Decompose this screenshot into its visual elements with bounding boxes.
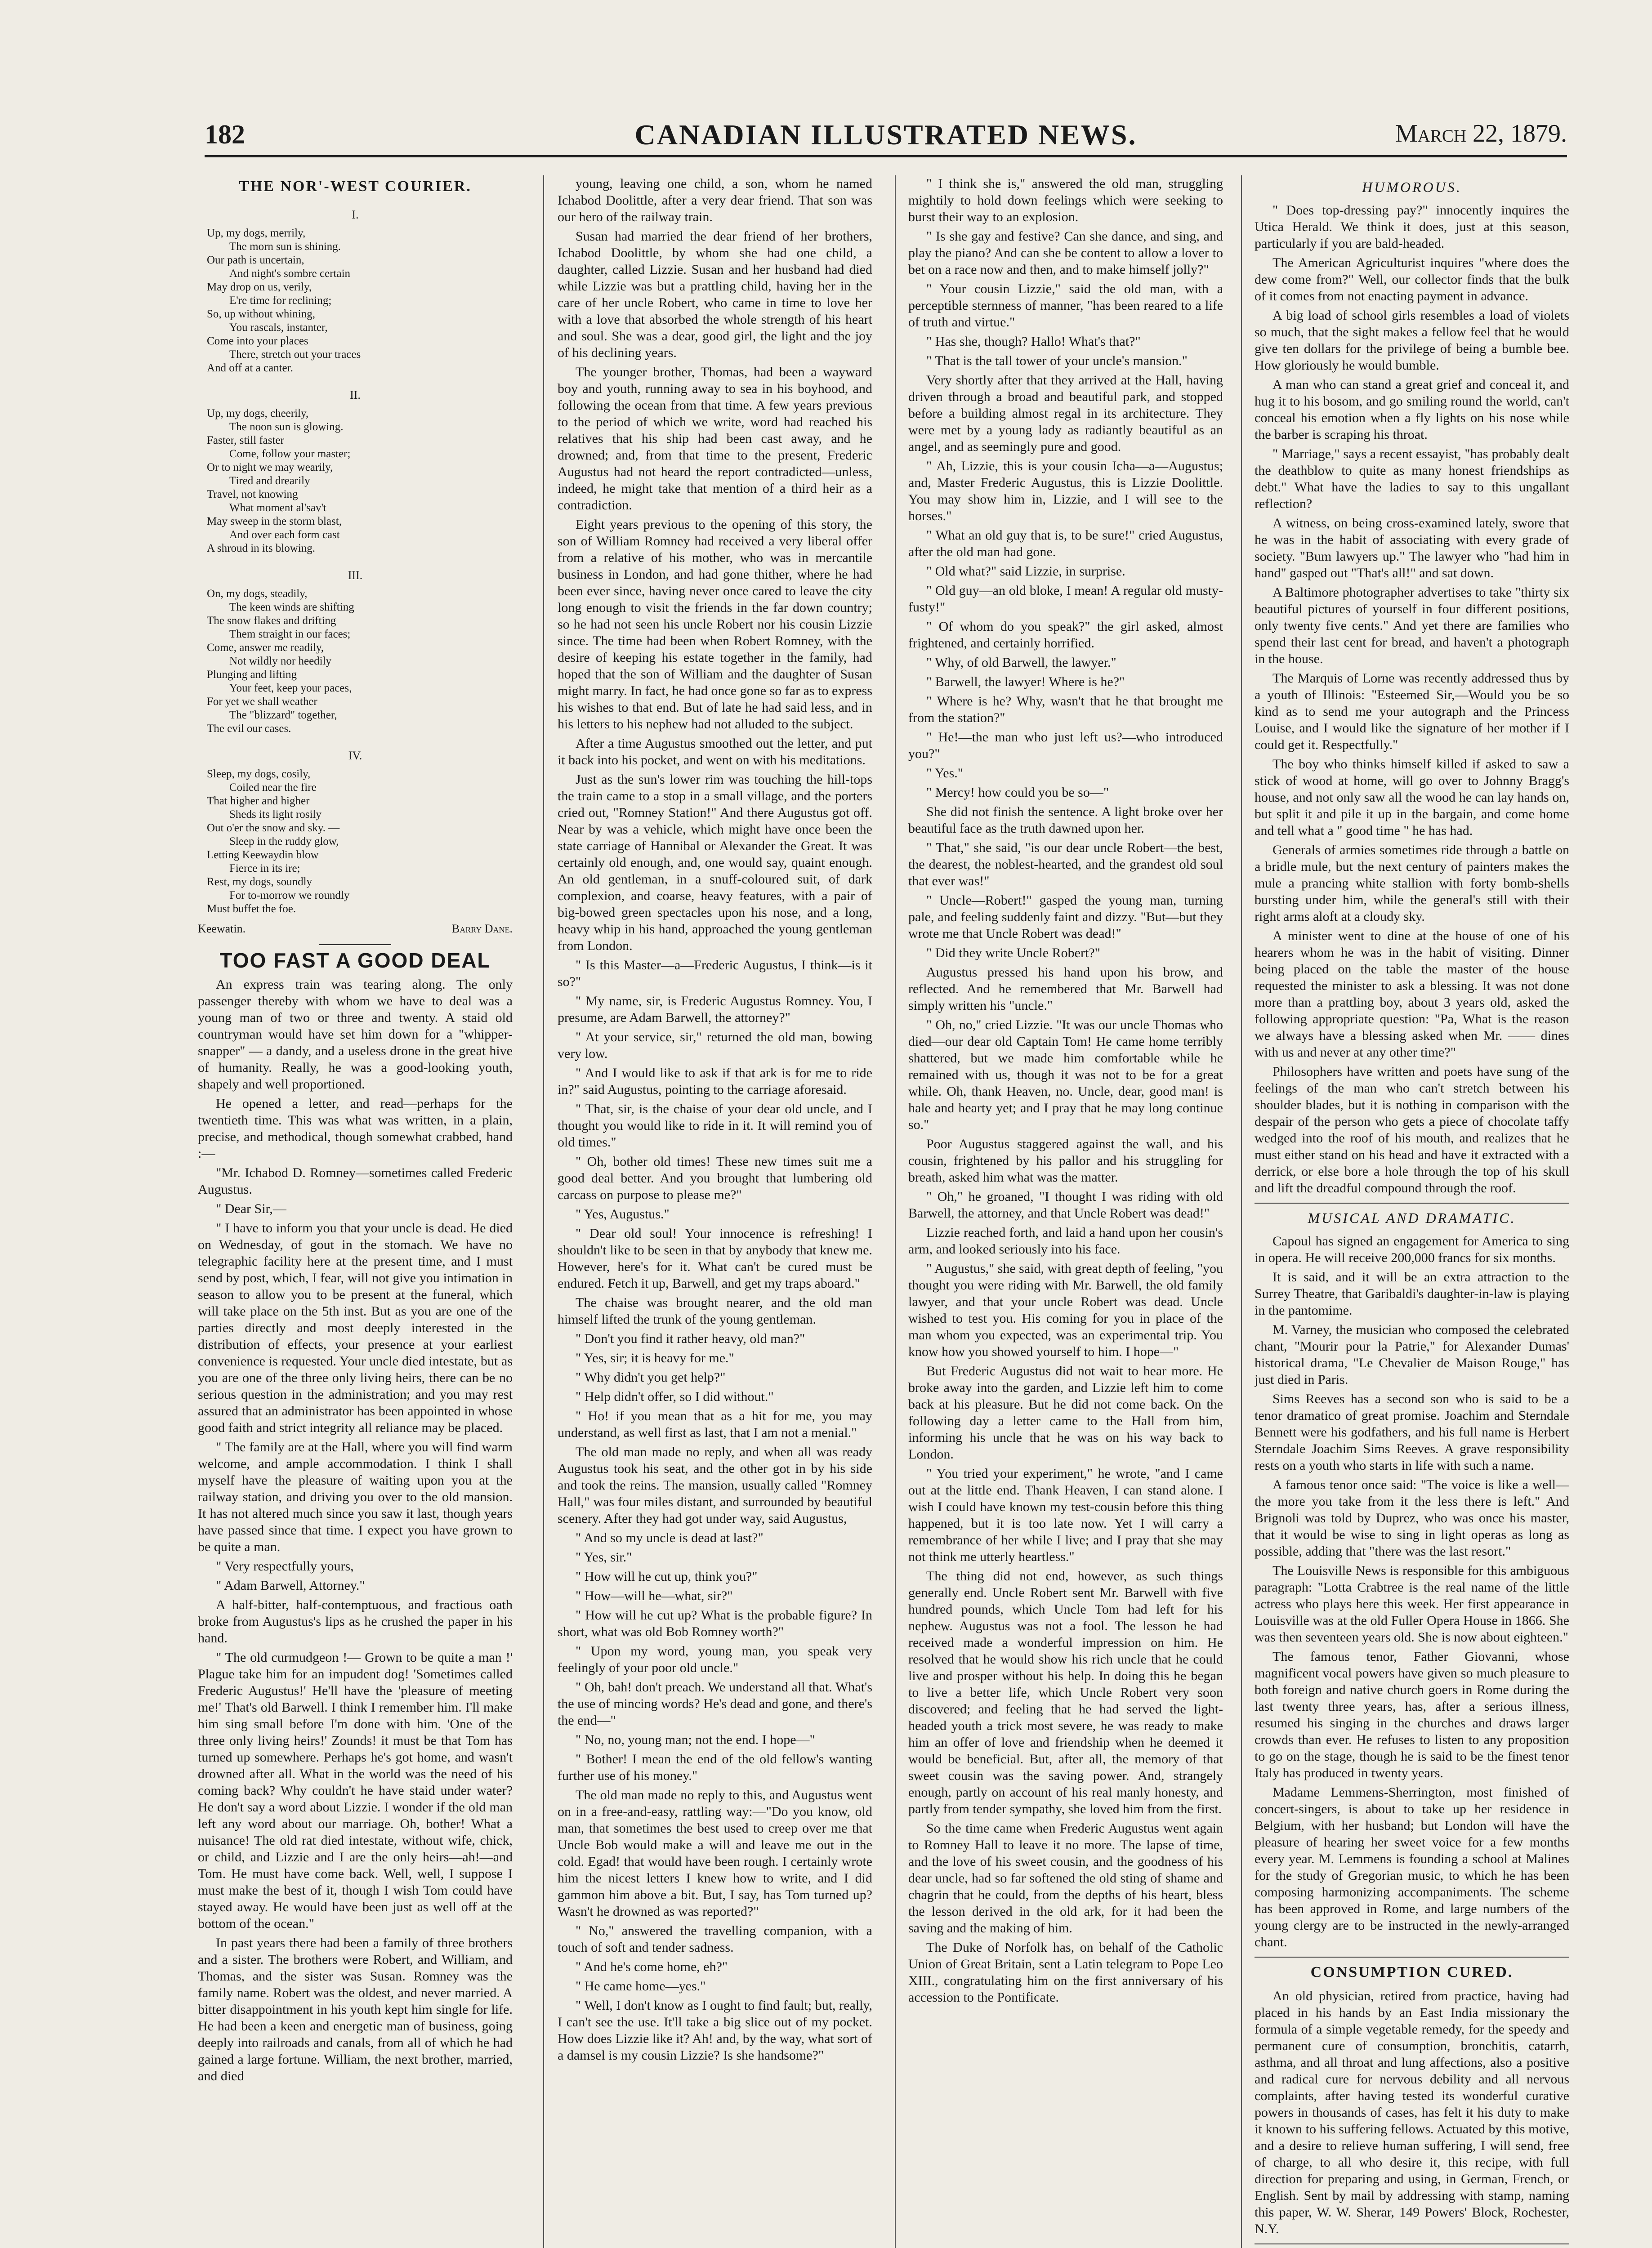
paragraph: " Well, I don't know as I ought to find fault; but, really, I can't see the use. It'll take a big slice out of my pocket. How does Lizzie like it? Ah! and, by the way, what sort of a damsel is my cousin Lizzie? Is she handsome?" xyxy=(558,1998,872,2063)
story-conclusion xyxy=(908,175,1223,2006)
paragraph: The boy who thinks himself killed if asked to saw a stick of wood at home, will go over to Johnny Bragg's house, and not only saw all the wood he can lay hands on, but split it and pile it up in the bargain, and come home and tell what a " good time " he has had. xyxy=(1255,757,1569,838)
humorous-items xyxy=(1255,202,1569,1196)
poem-line: The keen winds are shifting xyxy=(229,601,354,613)
paragraph: " Augustus," she said, with great depth of feeling, "you thought you were riding with Mr. Barwell, the old family lawyer, and that your uncle Robert was dead. Uncle wished to test you. His coming for you in place of the man whom you expected, was an experimental trip. You know how you showed yourself to him. I hope—" xyxy=(908,1261,1223,1359)
stanza-2 xyxy=(207,407,513,555)
poem-line: So, up without whining, xyxy=(207,308,315,320)
paragraph: " I think she is," answered the old man, struggling mightily to hold down feelings which were seeking to burst their way to an explosion. xyxy=(908,176,1223,224)
paragraph: " Uncle—Robert!" gasped the young man, turning pale, and feeling suddenly faint and dizzy. "But—but they wrote me that Uncle Robert was dead!" xyxy=(908,893,1223,941)
paragraph: After a time Augustus smoothed out the letter, and put it back into his pocket, and went on with his meditations. xyxy=(558,736,872,767)
paragraph: " That," she said, "is our dear uncle Robert—the best, the dearest, the noblest-hearted, and the grandest old soul that ever was!" xyxy=(908,840,1223,888)
paragraph: " Does top-dressing pay?" innocently inquires the Utica Herald. We think it does, just at this season, particularly if you are bald-headed. xyxy=(1255,203,1569,251)
poem-place: Keewatin. xyxy=(198,922,246,935)
paragraph: " I have to inform you that your uncle is dead. He died on Wednesday, of gout in the stomach. We have no telegraphic facility here at the present time, and I must send by post, which, I fear, will not give you intimation in season to allow you to be present at the funeral, which will take place on the 5th inst. But as you are one of the parties directly and most deeply interested in the distribution of effects, your presence at your earliest convenience is requested. Your uncle died intestate, but as you are one of the three only living heirs, there can be no serious question in the administration; and you may rest assured that an administrator has been appointed in whose good faith and strict integrity all reliance may be placed. xyxy=(198,1221,513,1435)
paragraph: A Baltimore photographer advertises to take "thirty six beautiful pictures of yourself in four different positions, only twenty five cents." And yet there are families who spend their last cent for bread, and haven't a photograph in the house. xyxy=(1255,585,1569,666)
paragraph: Very shortly after that they arrived at the Hall, having driven through a broad and beautiful park, and stopped before a building almost regal in its architecture. They were met by a young lady as radiantly beautiful as an angel, and as seemingly pure and good. xyxy=(908,373,1223,454)
poem-line: Tired and drearily xyxy=(229,475,310,487)
paragraph: A famous tenor once said: "The voice is like a well—the more you take from it the less there is left." And Brignoli was told by Duprez, who was once his master, that it would be wise to sing in light operas as long as possible, adding that "there was the last resort." xyxy=(1255,1477,1569,1559)
paragraph: " Is she gay and festive? Can she dance, and sing, and play the piano? And can she be content to allow a lover to bet on a race now and then, and to make himself jolly?" xyxy=(908,229,1223,277)
paragraph: " Dear Sir,— xyxy=(216,1201,286,1216)
paragraph: " He came home—yes." xyxy=(576,1979,706,1994)
poem-line: And off at a canter. xyxy=(207,362,293,374)
poem-line: Coiled near the fire xyxy=(229,781,317,794)
paragraph: Capoul has signed an engagement for America to sing in opera. He will receive 200,000 francs for six months. xyxy=(1255,1234,1569,1265)
paragraph: " How will he cut up? What is the probable figure? In short, what was old Bob Romney worth?" xyxy=(558,1608,872,1639)
paragraph: M. Varney, the musician who composed the celebrated chant, "Mourir pour la Patrie," for Alexander Dumas' historical drama, "Le Chevalier de Maison Rouge," has just died in Paris. xyxy=(1255,1322,1569,1387)
paragraph: " Oh, bah! don't preach. We understand all that. What's the use of mincing words? He's dead and gone, and there's the end—" xyxy=(558,1680,872,1728)
paragraph: " No, no, young man; not the end. I hope—" xyxy=(576,1732,815,1747)
stanza-number: I. xyxy=(352,208,359,221)
paragraph: "Mr. Ichabod D. Romney—sometimes called Frederic Augustus. xyxy=(198,1165,513,1197)
paragraph: " Has she, though? Hallo! What's that?" xyxy=(926,334,1141,349)
issue-date: March 22, 1879. xyxy=(1395,120,1567,147)
poem-line: And night's sombre certain xyxy=(229,268,351,280)
poem-line: E're time for reclining; xyxy=(229,294,332,307)
stanza-number: II. xyxy=(350,388,361,401)
poem-line: Sheds its light rosily xyxy=(229,808,321,821)
poem-line: Faster, still faster xyxy=(207,434,284,446)
paragraph: " How—will he—what, sir?" xyxy=(576,1588,733,1603)
stanza-number: IV. xyxy=(348,749,362,762)
poem-line: That higher and higher xyxy=(207,795,310,807)
paragraph: The old man made no reply to this, and Augustus went on in a free-and-easy, rattling way:—"Do you know, old man, that sometimes the best used to creep over me that Uncle Bob would make a will and leave me out in the cold. Egad! that would have been rough. I certainly wrote him the nicest letters I knew how to write, and I did gammon him above a bit. But, I say, has Tom turned up? Wasn't he drowned as was reported?" xyxy=(558,1788,872,1919)
story-body xyxy=(198,976,513,2084)
story-title: TOO FAST A GOOD DEAL xyxy=(219,949,491,972)
poem-line: Sleep in the ruddy glow, xyxy=(229,835,339,847)
paragraph: " What an old guy that is, to be sure!" cried Augustus, after the old man had gone. xyxy=(908,528,1223,559)
paragraph: " Why didn't you get help?" xyxy=(576,1370,726,1385)
paragraph: " Why, of old Barwell, the lawyer." xyxy=(926,655,1116,670)
column-rule xyxy=(1241,175,1242,2248)
paragraph: " The family are at the Hall, where you will find warm welcome, and ample accommodation. I think I shall myself have the pleasure of waiting upon you at the railway station, and driving you over to the old mansion. It has not altered much since you saw it last, though years have passed since that time. I expect you have grown to be quite a man. xyxy=(198,1440,513,1554)
paragraph: It is said, and it will be an extra attraction to the Surrey Theatre, that Garibaldi's daughter-in-law is playing in the pantomime. xyxy=(1255,1270,1569,1318)
poem-line: For yet we shall weather xyxy=(207,696,317,708)
column-4 xyxy=(1255,175,1569,2248)
masthead xyxy=(205,115,1567,157)
paragraph: " Bother! I mean the end of the old fellow's wanting further use of his money." xyxy=(558,1752,872,1783)
paragraph: Sims Reeves has a second son who is said to be a tenor dramatico of great promise. Joachim and Sterndale Bennett were his godfathers, and his full name is Herbert Sterndale Joachim Sims Reeves. A grave responsibility rests on a youth who starts in life with such a name. xyxy=(1255,1392,1569,1473)
paragraph: " Upon my word, young man, you speak very feelingly of your poor old uncle." xyxy=(558,1644,872,1675)
paragraph: " Old guy—an old bloke, I mean! A regular old musty-fusty!" xyxy=(908,583,1223,615)
column-1 xyxy=(198,175,513,2248)
poem-line: Must buffet the foe. xyxy=(207,903,296,915)
paragraph: " Oh, no," cried Lizzie. "It was our uncle Thomas who died—our dear old Captain Tom! He came home terribly shattered, but we made him comfortable while he remained with us, though it was not to be for a great while. Oh, thank Heaven, no. Uncle, dear, good man! is hale and hearty yet; and I pray that he may long continue so." xyxy=(908,1017,1223,1132)
paragraph: " That is the tall tower of your uncle's mansion." xyxy=(926,353,1188,368)
paragraph: " Is this Master—a—Frederic Augustus, I think—is it so?" xyxy=(558,958,872,989)
paragraph: A minister went to dine at the house of one of his hearers whom he was in the habit of visiting. Dinner being placed on the table the master of the house requested the minister to ask a blessing. It was not done more than a prattling boy, about 3 years old, asked the following appropriate question: "Pa, What is the reason we always have a blessing asked when Mr. —— dines with us and never at any other time?" xyxy=(1255,928,1569,1060)
poem-line: Or to night we may wearily, xyxy=(207,461,333,473)
paragraph: The thing did not end, however, as such things generally end. Uncle Robert sent Mr. Barwell with five hundred pounds, which Uncle Tom had left for his nephew. Augustus was not a fool. The lesson he had received made a wonderful impression on him. He resolved that he would show his rich uncle that he could live and prosper without his help. In doing this he began to live a better life, which Uncle Robert very soon discovered; and feeling that he had served the light-headed youth a trick most severe, he was ready to make him an offer of love and friendship when he deemed it would be beneficial. But, after all, the memory of that sweet cousin was the saving power. And, strangely enough, partly on account of his real manly honesty, and partly from tender sympathy, she loved him from the first. xyxy=(908,1569,1223,1816)
paragraph: " At your service, sir," returned the old man, bowing very low. xyxy=(558,1030,872,1061)
page-number: 182 xyxy=(205,120,245,149)
stanza-4 xyxy=(207,767,513,916)
paragraph: " Yes, sir; it is heavy for me." xyxy=(576,1351,734,1365)
paragraph: " Oh," he groaned, "I thought I was riding with old Barwell, the attorney, and that Uncle Robert was dead!" xyxy=(908,1189,1223,1221)
paragraph: A half-bitter, half-contemptuous, and fractious oath broke from Augustus's lips as he crushed the paper in his hand. xyxy=(198,1597,513,1646)
paragraph: " Help didn't offer, so I did without." xyxy=(576,1389,774,1404)
poem-line: Come into your places xyxy=(207,335,308,347)
paragraph: A witness, on being cross-examined lately, swore that he was in the habit of associating with every grade of society. "Bum lawyers up." The lawyer who "had him in hand" gasped out "That's all!" and sat down. xyxy=(1255,516,1569,580)
poem-line: A shroud in its blowing. xyxy=(207,542,315,554)
poem-line: Come, follow your master; xyxy=(229,448,351,460)
paragraph: young, leaving one child, a son, whom he named Ichabod Doolittle, after a very dear friend. That son was our hero of the railway train. xyxy=(558,176,872,224)
paragraph: Augustus pressed his hand upon his brow, and reflected. And he remembered that Mr. Barwell had simply written his "uncle." xyxy=(908,965,1223,1013)
paragraph: Eight years previous to the opening of this story, the son of William Romney had received a very liberal offer from a relative of his mother, who was in mercantile business in London, and had gone thither, where he had been ever since, having never once cared to leave the city long enough to visit the friends in the far down country; so he had not seen his uncle Robert nor his cousin Lizzie since. The time had been when Robert Romney, with the desire of keeping his estate together in the family, had hoped that the son of William and the daughter of Susan might marry. In fact, he had once gone so far as to express his wishes to that end. But of late he had said less, and in his letters to his nephew had not alluded to the subject. xyxy=(558,517,872,731)
column-rule xyxy=(895,175,896,2248)
poem-line: Them straight in our faces; xyxy=(229,628,351,640)
paragraph: " Ho! if you mean that as a hit for me, you may understand, as well first as last, that I am not a menial." xyxy=(558,1409,872,1440)
paragraph: The Marquis of Lorne was recently addressed thus by a youth of Illinois: "Esteemed Sir,—Would you be so kind as to send me your autograph and the Princess Louise, and I would like the signature of her mother if I could get it. Respectfully." xyxy=(1255,671,1569,752)
poem-line: May sweep in the storm blast, xyxy=(207,515,342,527)
column-2 xyxy=(558,175,872,2248)
paragraph: He opened a letter, and read—perhaps for the twentieth time. This was what was written, in a plain, precise, and methodical, though somewhat crabbed, hand :— xyxy=(198,1096,513,1161)
paragraph: " Oh, bother old times! These new times suit me a good deal better. And you brought that lumbering old carcass on purpose to please me?" xyxy=(558,1154,872,1202)
paragraph: " Marriage," says a recent essayist, "has probably dealt the deathblow to quite as many honest friendships as debt." What have the ladies to say to this ungallant reflection? xyxy=(1255,446,1569,511)
consumption-advert: An old physician, retired from practice, having had placed in his hands by an East India missionary the formula of a simple vegetable remedy, for the speedy and permanent cure of consumption, bronchitis, catarrh, asthma, and all throat and lung affections, also a positive and radical cure for nervous debility and all nervous complaints, after having tested its wonderful curative powers in thousands of cases, has felt it his duty to make it known to his suffering fellows. Actuated by this motive, and a desire to relieve human suffering, I will send, free of charge, to all who desire it, this recipe, with full direction for preparing and using, in German, French, or English. Sent by mail by addressing with stamp, naming this paper, W. W. Sherar, 149 Powers' Block, Rochester, N.Y. xyxy=(1255,1989,1569,2236)
paragraph: The famous tenor, Father Giovanni, whose magnificent vocal powers have given so much pleasure to both foreign and native church goers in Rome during the last twenty three years, has, after a serious illness, resumed his singing in the churches and draws larger crowds than ever. He refuses to listen to any proposition to go on the stage, though he is said to be the finest tenor Italy has produced in twenty years. xyxy=(1255,1649,1569,1780)
musical-items xyxy=(1255,1233,1569,1950)
poem-line: What moment al'sav't xyxy=(229,502,326,514)
paragraph: " Mercy! how could you be so—" xyxy=(926,785,1109,800)
stanza-1 xyxy=(207,227,513,375)
paragraph: " Did they write Uncle Robert?" xyxy=(926,946,1100,960)
paragraph: Poor Augustus staggered against the wall, and his cousin, frightened by his pallor and his struggling for breath, asked him what was the matter. xyxy=(908,1137,1223,1185)
column-rule xyxy=(543,175,544,2248)
paragraph: " And so my uncle is dead at last?" xyxy=(576,1530,763,1545)
poem-line: Come, answer me readily, xyxy=(207,642,324,654)
paragraph: " Of whom do you speak?" the girl asked, almost frightened, and certainly horrified. xyxy=(908,619,1223,651)
poem-line: The noon sun is glowing. xyxy=(229,421,344,433)
poem-line: The evil our cases. xyxy=(207,723,291,735)
paragraph: " Don't you find it rather heavy, old man?" xyxy=(576,1331,805,1346)
paragraph: Generals of armies sometimes ride through a battle on a bridle mule, but the next century of painters makes the mule a prancing white stallion with forty bomb-shells bursting under him, while the general's still with their right arms aloft at a cloudy sky. xyxy=(1255,843,1569,924)
paragraph: The American Agriculturist inquires "where does the dew come from?" Well, our collector finds that the bulk of it comes from not enacting payment in advance. xyxy=(1255,255,1569,303)
poem-line: Our path is uncertain, xyxy=(207,254,304,266)
paragraph: " Adam Barwell, Attorney." xyxy=(216,1578,365,1593)
poem-line: For to-morrow we roundly xyxy=(229,889,350,901)
paragraph: " You tried your experiment," he wrote, "and I came out at the little end. Thank Heaven, I can stand alone. I wish I could have known my test-cousin before this thing happened, but it is too late now. Yet I will carry a remembrance of her while I live; and I pray that she may not think me utterly heartless." xyxy=(908,1466,1223,1564)
paragraph: " He!—the man who just left us?—who introduced you?" xyxy=(908,730,1223,761)
column-3 xyxy=(908,175,1223,2248)
divider xyxy=(1255,1203,1569,1204)
poem-line: There, stretch out your traces xyxy=(229,348,361,361)
stanza-3 xyxy=(207,587,513,736)
paragraph: " Yes, Augustus." xyxy=(576,1207,670,1222)
poem-line: Travel, not knowing xyxy=(207,488,298,500)
poem-title: THE NOR'-WEST COURIER. xyxy=(239,178,472,195)
paragraph: But Frederic Augustus did not wait to hear more. He broke away into the garden, and Lizzie left him to come back at his pleasure. But he did not come back. On the following day a letter came to the Hall from him, informing his uncle that he was on his way back to London. xyxy=(908,1364,1223,1462)
paragraph: " Old what?" said Lizzie, in surprise. xyxy=(926,564,1125,579)
divider xyxy=(319,944,391,945)
paragraph: An express train was tearing along. The only passenger thereby with whom we have to deal was a young man of two or three and twenty. A staid old countryman would have set him down for a "whipper-snapper" — a dandy, and a useless drone in the great hive of humanity. Really, he was a good-looking youth, shapely and well proportioned. xyxy=(198,977,513,1092)
paragraph: " No," answered the travelling companion, with a touch of soft and tender sadness. xyxy=(558,1923,872,1955)
newspaper-title: CANADIAN ILLUSTRATED NEWS. xyxy=(634,119,1137,151)
paragraph: The Louisville News is responsible for this ambiguous paragraph: "Lotta Crabtree is the real name of the little actress who plays here this week. Her first appearance in Louisville was at the old Fuller Opera House in 1866. She was then seventeen years old. She is now about eighteen." xyxy=(1255,1563,1569,1645)
paragraph: So the time came when Frederic Augustus went again to Romney Hall to leave it no more. The lapse of time, and the love of his sweet cousin, and the goodness of his dear uncle, had so far softened the old sting of shame and chagrin that he could, from the depths of his heart, bless the lesson derived in the old ark, for it had been the saving and the making of him. xyxy=(908,1821,1223,1936)
paragraph: " And I would like to ask if that ark is for me to ride in?" said Augustus, pointing to the carriage aforesaid. xyxy=(558,1066,872,1097)
poem-line: Up, my dogs, cheerily, xyxy=(207,407,309,419)
poem-line: Your feet, keep your paces, xyxy=(229,682,352,694)
paragraph: " How will he cut up, think you?" xyxy=(576,1569,758,1584)
story-continued xyxy=(558,175,872,2064)
poem-line: The "blizzard" together, xyxy=(229,709,337,721)
paragraph: " And he's come home, eh?" xyxy=(576,1959,728,1974)
paragraph: " Dear old soul! Your innocence is refreshing! I shouldn't like to be seen in that by anybody that knew me. However, here's for it. What can't be cured must be endured. Fetch it up, Barwell, and get my traps aboard." xyxy=(558,1226,872,1291)
paragraph: Madame Lemmens-Sherrington, most finished of concert-singers, is about to take up her residence in Belgium, with her husband; but London will have the pleasure of hearing her sweet voice for a few months every year. M. Lemmens is founding a school at Malines for the study of Gregorian music, to which he has been composing harmonizing accompaniments. The scheme has been approved in Rome, and large numbers of the young clergy are to be instructed in the newly-arranged chant. xyxy=(1255,1785,1569,1949)
poem-signature xyxy=(198,920,513,937)
paragraph: " My name, sir, is Frederic Augustus Romney. You, I presume, are Adam Barwell, the attorney?" xyxy=(558,994,872,1025)
poem-line: Sleep, my dogs, cosily, xyxy=(207,768,311,780)
poem-line: Up, my dogs, merrily, xyxy=(207,227,306,239)
paragraph: " Barwell, the lawyer! Where is he?" xyxy=(926,674,1125,689)
paragraph: The old man made no reply, and when all was ready Augustus took his seat, and the other got in by his side and took the reins. The mansion, usually called "Romney Hall," was four miles distant, and surrounded by beautiful scenery. After they had got under way, said Augustus, xyxy=(558,1445,872,1526)
paragraph: " Ah, Lizzie, this is your cousin Icha—a—Augustus; and, Master Frederic Augustus, this is Lizzie Doolittle. You may show him in, Lizzie, and I will see to the horses." xyxy=(908,459,1223,523)
poem-line: Letting Keewaydin blow xyxy=(207,849,319,861)
paragraph: The chaise was brought nearer, and the old man himself lifted the trunk of the young gentleman. xyxy=(558,1295,872,1327)
poem-line: Out o'er the snow and sky. — xyxy=(207,822,340,834)
poem-author: Barry Dane. xyxy=(451,922,513,935)
poem-line: On, my dogs, steadily, xyxy=(207,588,308,600)
paragraph: " Very respectfully yours, xyxy=(216,1559,354,1574)
poem-line: Fierce in its ire; xyxy=(229,862,300,874)
paragraph: " Yes." xyxy=(926,766,964,781)
poem-line: The morn sun is shining. xyxy=(229,241,341,253)
poem-line: Plunging and lifting xyxy=(207,669,297,681)
paragraph: The younger brother, Thomas, had been a wayward boy and youth, running away to sea in his boyhood, and following the ocean from that time. A few years previous to the period of which we write, word had reached his relatives that his ship had been cast away, and he drowned; and, from that time to the present, Frederic Augustus had not heard the report contradicted—unless, indeed, he might take that mention of a third heir as a contradiction. xyxy=(558,365,872,513)
paragraph: " The old curmudgeon !— Grown to be quite a man !' Plague take him for an impudent dog! 'Sometimes called Frederic Augustus!' He'll have the 'pleasure of meeting me!' That's old Barwell. I think I remember him. I'll make him sing small before I'm done with him. 'One of the three only living heirs!' Zounds! it must be that Tom has turned up somewhere. Perhaps he's got home, and wasn't drowned after all. What in the world was the need of his coming back? Why couldn't he have staid under water? He don't say a word about Lizzie. I wonder if the old man left any word about our marriage. Oh, bother! What a nuisance! The old rat died intestate, without wife, chick, or child, and Lizzie and I are the only heirs—ah!—and Tom. He must have come back. Well, well, I suppose I must make the best of it, though I wish Tom could have stayed away. He would have been just as well off at the bottom of the ocean." xyxy=(198,1650,513,1931)
paragraph: " Where is he? Why, wasn't that he that brought me from the station?" xyxy=(908,694,1223,725)
paragraph: A big load of school girls resembles a load of violets so much, that the sight makes a fellow feel that he would give ten dollars for the privilege of being a bumble bee. How gloriously he would bumble. xyxy=(1255,308,1569,373)
consumption-heading: CONSUMPTION CURED. xyxy=(1310,1964,1514,1980)
paragraph: She did not finish the sentence. A light broke over her beautiful face as the truth dawned upon her. xyxy=(908,804,1223,836)
divider xyxy=(1255,1957,1569,1958)
paragraph: " Yes, sir." xyxy=(576,1550,632,1565)
poem-line: Rest, my dogs, soundly xyxy=(207,876,313,888)
paragraph: Philosophers have written and poets have sung of the feelings of the man who can't stretch between his shoulder blades, but it is nothing in comparison with the despair of the person who gets a piece of chocolate taffy wedged into the roof of his mouth, and realizes that he must either stand on his head and have it extracted with a derrick, or else bore a hole through the top of his skull and lift the dreadful compound through the roof. xyxy=(1255,1064,1569,1195)
paragraph: Just as the sun's lower rim was touching the hill-tops the train came to a stop in a small village, and the porters cried out, "Romney Station!" And there Augustus got off. Near by was a vehicle, which might have once been the state carriage of Hannibal or Alexander the Great. It was certainly old enough, and, one would say, quaint enough. An old gentleman, in a snuff-coloured suit, of dark complexion, and coarse, heavy features, with a pair of big-bowed green spectacles upon his nose, and a long, heavy whip in his hand, approached the young gentleman from London. xyxy=(558,772,872,953)
paragraph: In past years there had been a family of three brothers and a sister. The brothers were Robert, and William, and Thomas, and the sister was Susan. Romney was the family name. Robert was the oldest, and never married. A bitter disappointment in his youth kept him single for life. He had been a keen and energetic man of business, going deeply into railroads and canals, from all of which he had gained a large fortune. William, the next brother, married, and died xyxy=(198,1936,513,2083)
poem-line: You rascals, instanter, xyxy=(229,321,328,334)
paragraph: " Your cousin Lizzie," said the old man, with a perceptible sternness of manner, "has been reared to a life of truth and virtue." xyxy=(908,281,1223,330)
paragraph: Susan had married the dear friend of her brothers, Ichabod Doolittle, by whom she had one child, a daughter, called Lizzie. Susan and her husband had died while Lizzie was but a prattling child, having her in the care of her uncle Robert, who came in time to love her with a love that absorbed the whole strength of his heart and soul. She was a dear, good girl, the light and the joy of his declining years. xyxy=(558,229,872,360)
paragraph: Lizzie reached forth, and laid a hand upon her cousin's arm, and looked seriously into his face. xyxy=(908,1225,1223,1257)
poem-line: And over each form cast xyxy=(229,529,340,541)
poem-line: Not wildly nor heedily xyxy=(229,655,332,667)
stanza-number: III. xyxy=(348,569,363,582)
musical-heading: MUSICAL AND DRAMATIC. xyxy=(1308,1210,1516,1226)
poem-line: May drop on us, verily, xyxy=(207,281,312,293)
paragraph: A man who can stand a great grief and conceal it, and hug it to his bosom, and go smiling round the world, can't conceal his emotion when a fly lights on his nose while the barber is scraping his throat. xyxy=(1255,377,1569,442)
paragraph: The Duke of Norfolk has, on behalf of the Catholic Union of Great Britain, sent a Latin telegram to Pope Leo XIII., congratulating him on the first anniversary of his accession to the Pontificate. xyxy=(908,1940,1223,2005)
paragraph: " That, sir, is the chaise of your dear old uncle, and I thought you would like to ride in it. It will remind you of old times." xyxy=(558,1102,872,1150)
humorous-heading: HUMOROUS. xyxy=(1362,179,1462,195)
poem-line: The snow flakes and drifting xyxy=(207,615,336,627)
